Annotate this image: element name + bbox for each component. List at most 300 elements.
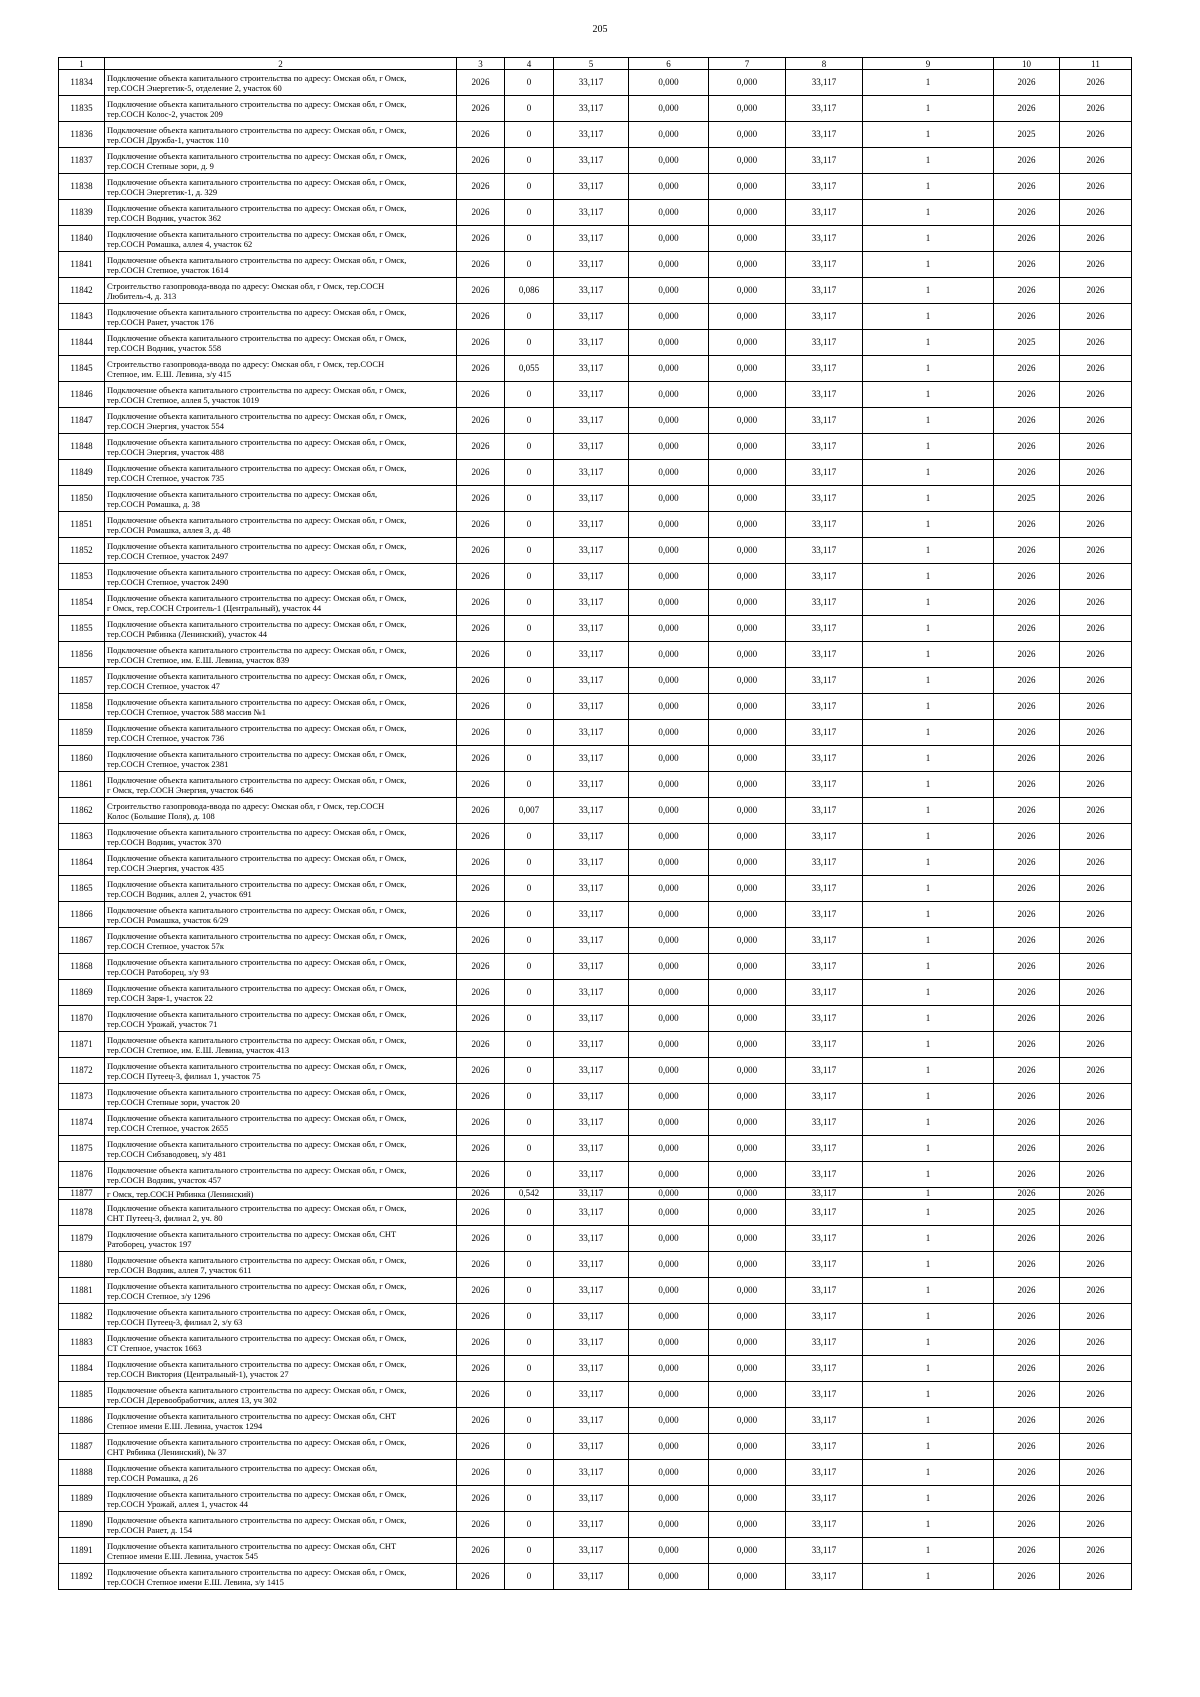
year-col-10-cell: 2026 <box>994 1330 1060 1356</box>
object-description <box>105 486 457 512</box>
length-km-cell: 0 <box>505 564 554 590</box>
cost-col-6-cell: 0,000 <box>629 798 709 824</box>
row-number: 11871 <box>59 1032 105 1058</box>
cost-total-cell: 33,117 <box>554 356 629 382</box>
cost-total-cell: 33,117 <box>554 1382 629 1408</box>
cost-col-7-cell: 0,000 <box>709 96 786 122</box>
cost-col-6-cell: 0,000 <box>629 590 709 616</box>
quantity-cell: 1 <box>863 434 994 460</box>
row-number: 11837 <box>59 148 105 174</box>
year-col-11-cell: 2026 <box>1060 200 1132 226</box>
quantity-cell: 1 <box>863 1564 994 1590</box>
description-line-1: Подключение объекта капитального строительства по адресу: Омская обл, г Омск, <box>107 1436 407 1447</box>
cost-col-6-cell: 0,000 <box>629 148 709 174</box>
object-description <box>105 590 457 616</box>
cost-col-8-cell: 33,117 <box>786 746 863 772</box>
description-line-1: Подключение объекта капитального строительства по адресу: Омская обл, г Омск, <box>107 98 407 109</box>
year-start-cell: 2026 <box>457 616 505 642</box>
year-start-cell: 2026 <box>457 928 505 954</box>
quantity-cell: 1 <box>863 1188 994 1200</box>
length-km-cell: 0 <box>505 590 554 616</box>
description-line-1: Строительство газопровода-ввода по адресу: Омская обл, г Омск, тер.СОСН <box>107 280 385 291</box>
cost-col-8-cell: 33,117 <box>786 1226 863 1252</box>
row-number: 11850 <box>59 486 105 512</box>
year-col-10-cell: 2026 <box>994 1356 1060 1382</box>
year-start-cell: 2026 <box>457 1110 505 1136</box>
cost-col-6-cell: 0,000 <box>629 1538 709 1564</box>
year-start-cell: 2026 <box>457 1252 505 1278</box>
length-km-cell: 0 <box>505 1486 554 1512</box>
quantity-cell: 1 <box>863 902 994 928</box>
description-line-2: тер.СОСН Виктория (Центральный-1), участок 27 <box>107 1368 289 1379</box>
cost-col-6-cell: 0,000 <box>629 876 709 902</box>
cost-col-6-cell: 0,000 <box>629 1162 709 1188</box>
year-start-cell: 2026 <box>457 1434 505 1460</box>
description-line-1: Подключение объекта капитального строительства по адресу: Омская обл, г Омск, <box>107 462 407 473</box>
cost-col-6-cell: 0,000 <box>629 1460 709 1486</box>
year-col-10-cell: 2026 <box>994 1110 1060 1136</box>
cost-total-cell: 33,117 <box>554 1564 629 1590</box>
length-km-cell: 0 <box>505 1564 554 1590</box>
description-line-1: Подключение объекта капитального строительства по адресу: Омская обл, г Омск, <box>107 1514 407 1525</box>
table-row <box>59 1382 1132 1408</box>
year-col-11-cell: 2026 <box>1060 226 1132 252</box>
year-col-10-cell: 2026 <box>994 460 1060 486</box>
year-col-11-cell: 2026 <box>1060 70 1132 96</box>
cost-total-cell: 33,117 <box>554 1512 629 1538</box>
cost-col-7-cell: 0,000 <box>709 1136 786 1162</box>
cost-col-8-cell: 33,117 <box>786 928 863 954</box>
quantity-cell: 1 <box>863 1460 994 1486</box>
row-number: 11877 <box>59 1188 105 1200</box>
description-line-1: Подключение объекта капитального строительства по адресу: Омская обл, г Омск, <box>107 982 407 993</box>
year-col-10-cell: 2026 <box>994 200 1060 226</box>
cost-col-8-cell: 33,117 <box>786 486 863 512</box>
row-number: 11882 <box>59 1304 105 1330</box>
year-start-cell: 2026 <box>457 772 505 798</box>
description-line-2: тер.СОСН Степное, участок 736 <box>107 732 225 743</box>
quantity-cell: 1 <box>863 148 994 174</box>
cost-col-8-cell: 33,117 <box>786 304 863 330</box>
description-line-1: Подключение объекта капитального строительства по адресу: Омская обл, г Омск, <box>107 774 407 785</box>
row-number: 11890 <box>59 1512 105 1538</box>
cost-col-7-cell: 0,000 <box>709 148 786 174</box>
object-description <box>105 1252 457 1278</box>
year-start-cell: 2026 <box>457 356 505 382</box>
cost-total-cell: 33,117 <box>554 590 629 616</box>
cost-total-cell: 33,117 <box>554 148 629 174</box>
table-row <box>59 330 1132 356</box>
object-description <box>105 460 457 486</box>
row-number: 11891 <box>59 1538 105 1564</box>
cost-total-cell: 33,117 <box>554 1084 629 1110</box>
cost-col-6-cell: 0,000 <box>629 382 709 408</box>
cost-col-8-cell: 33,117 <box>786 460 863 486</box>
cost-col-8-cell: 33,117 <box>786 1460 863 1486</box>
row-number: 11872 <box>59 1058 105 1084</box>
year-col-10-cell: 2026 <box>994 1006 1060 1032</box>
length-km-cell: 0 <box>505 824 554 850</box>
cost-total-cell: 33,117 <box>554 824 629 850</box>
description-line-2: тер.СОСН Степное, им. Е.Ш. Левина, участок 839 <box>107 654 290 665</box>
year-col-11-cell: 2026 <box>1060 1304 1132 1330</box>
year-start-cell: 2026 <box>457 902 505 928</box>
length-km-cell: 0 <box>505 122 554 148</box>
year-start-cell: 2026 <box>457 174 505 200</box>
cost-col-6-cell: 0,000 <box>629 1382 709 1408</box>
cost-col-8-cell: 33,117 <box>786 1278 863 1304</box>
length-km-cell: 0 <box>505 304 554 330</box>
cost-total-cell: 33,117 <box>554 200 629 226</box>
quantity-cell: 1 <box>863 1084 994 1110</box>
cost-col-6-cell: 0,000 <box>629 1252 709 1278</box>
year-col-10-cell: 2026 <box>994 148 1060 174</box>
cost-col-7-cell: 0,000 <box>709 1512 786 1538</box>
year-col-10-cell: 2025 <box>994 486 1060 512</box>
description-line-1: Подключение объекта капитального строительства по адресу: Омская обл, СНТ <box>107 1228 397 1239</box>
quantity-cell: 1 <box>863 356 994 382</box>
description-line-1: Подключение объекта капитального строительства по адресу: Омская обл, г Омск, <box>107 930 407 941</box>
cost-total-cell: 33,117 <box>554 1408 629 1434</box>
year-col-11-cell: 2026 <box>1060 122 1132 148</box>
description-line-1: Подключение объекта капитального строительства по адресу: Омская обл, г Омск, <box>107 1086 407 1097</box>
table-row <box>59 226 1132 252</box>
table-row <box>59 486 1132 512</box>
description-line-1: Подключение объекта капитального строительства по адресу: Омская обл, г Омск, <box>107 306 407 317</box>
cost-col-7-cell: 0,000 <box>709 1356 786 1382</box>
year-col-10-cell: 2026 <box>994 174 1060 200</box>
table-row <box>59 122 1132 148</box>
cost-col-6-cell: 0,000 <box>629 70 709 96</box>
object-description <box>105 798 457 824</box>
object-description <box>105 1226 457 1252</box>
cost-col-6-cell: 0,000 <box>629 1512 709 1538</box>
cost-col-8-cell: 33,117 <box>786 1188 863 1200</box>
year-start-cell: 2026 <box>457 200 505 226</box>
description-line-2: СНТ Рябинка (Ленинский), № 37 <box>107 1446 227 1457</box>
row-number: 11842 <box>59 278 105 304</box>
cost-col-7-cell: 0,000 <box>709 564 786 590</box>
description-line-2: тер.СОСН Степное, участок 2381 <box>107 758 229 769</box>
cost-col-8-cell: 33,117 <box>786 850 863 876</box>
table-row <box>59 278 1132 304</box>
year-col-11-cell: 2026 <box>1060 1382 1132 1408</box>
year-col-10-cell: 2026 <box>994 824 1060 850</box>
description-line-2: Колос (Большие Поля), д. 108 <box>107 810 215 821</box>
object-description <box>105 356 457 382</box>
cost-col-6-cell: 0,000 <box>629 1564 709 1590</box>
cost-col-8-cell: 33,117 <box>786 1006 863 1032</box>
year-start-cell: 2026 <box>457 1538 505 1564</box>
year-col-10-cell: 2026 <box>994 1460 1060 1486</box>
description-line-2: Степное имени Е.Ш. Левина, участок 1294 <box>107 1420 263 1431</box>
length-km-cell: 0 <box>505 174 554 200</box>
object-description <box>105 928 457 954</box>
quantity-cell: 1 <box>863 486 994 512</box>
year-col-10-cell: 2026 <box>994 564 1060 590</box>
cost-total-cell: 33,117 <box>554 226 629 252</box>
cost-col-7-cell: 0,000 <box>709 460 786 486</box>
cost-col-8-cell: 33,117 <box>786 538 863 564</box>
year-col-11-cell: 2026 <box>1060 1408 1132 1434</box>
cost-col-7-cell: 0,000 <box>709 694 786 720</box>
description-line-1: Подключение объекта капитального строительства по адресу: Омская обл, г Омск, <box>107 124 407 135</box>
cost-col-7-cell: 0,000 <box>709 382 786 408</box>
description-line-2: тер.СОСН Урожай, аллея 1, участок 44 <box>107 1498 249 1509</box>
description-line-1: Подключение объекта капитального строительства по адресу: Омская обл, г Омск, <box>107 566 407 577</box>
length-km-cell: 0 <box>505 772 554 798</box>
year-col-10-cell: 2026 <box>994 382 1060 408</box>
row-number: 11861 <box>59 772 105 798</box>
description-line-1: Подключение объекта капитального строительства по адресу: Омская обл, г Омск, <box>107 618 407 629</box>
year-col-11-cell: 2026 <box>1060 1252 1132 1278</box>
column-header: 10 <box>994 58 1060 70</box>
length-km-cell: 0 <box>505 642 554 668</box>
cost-total-cell: 33,117 <box>554 460 629 486</box>
year-col-10-cell: 2026 <box>994 356 1060 382</box>
year-start-cell: 2026 <box>457 1304 505 1330</box>
quantity-cell: 1 <box>863 1512 994 1538</box>
cost-col-6-cell: 0,000 <box>629 174 709 200</box>
description-line-1: Подключение объекта капитального строительства по адресу: Омская обл, г Омск, <box>107 72 407 83</box>
table-row <box>59 694 1132 720</box>
length-km-cell: 0 <box>505 460 554 486</box>
description-line-1: Подключение объекта капитального строительства по адресу: Омская обл, г Омск, <box>107 1488 407 1499</box>
cost-col-6-cell: 0,000 <box>629 330 709 356</box>
description-line-2: тер.СОСН Водник, участок 457 <box>107 1174 222 1185</box>
year-col-10-cell: 2026 <box>994 746 1060 772</box>
description-line-2: тер.СОСН Энергия, участок 435 <box>107 862 225 873</box>
year-col-11-cell: 2026 <box>1060 1356 1132 1382</box>
cost-col-6-cell: 0,000 <box>629 1486 709 1512</box>
year-col-10-cell: 2026 <box>994 252 1060 278</box>
cost-total-cell: 33,117 <box>554 642 629 668</box>
cost-total-cell: 33,117 <box>554 616 629 642</box>
cost-total-cell: 33,117 <box>554 1356 629 1382</box>
year-col-11-cell: 2026 <box>1060 772 1132 798</box>
year-start-cell: 2026 <box>457 408 505 434</box>
year-start-cell: 2026 <box>457 330 505 356</box>
quantity-cell: 1 <box>863 668 994 694</box>
year-col-11-cell: 2026 <box>1060 902 1132 928</box>
year-start-cell: 2026 <box>457 798 505 824</box>
year-start-cell: 2026 <box>457 1162 505 1188</box>
object-description <box>105 512 457 538</box>
column-header: 3 <box>457 58 505 70</box>
quantity-cell: 1 <box>863 304 994 330</box>
year-col-11-cell: 2026 <box>1060 148 1132 174</box>
cost-col-6-cell: 0,000 <box>629 1110 709 1136</box>
cost-col-8-cell: 33,117 <box>786 1162 863 1188</box>
cost-total-cell: 33,117 <box>554 96 629 122</box>
table-row <box>59 1408 1132 1434</box>
object-description <box>105 772 457 798</box>
quantity-cell: 1 <box>863 226 994 252</box>
cost-col-7-cell: 0,000 <box>709 356 786 382</box>
year-start-cell: 2026 <box>457 1356 505 1382</box>
cost-total-cell: 33,117 <box>554 746 629 772</box>
table-row <box>59 1486 1132 1512</box>
table-row <box>59 1460 1132 1486</box>
table-row <box>59 954 1132 980</box>
length-km-cell: 0 <box>505 200 554 226</box>
year-start-cell: 2026 <box>457 252 505 278</box>
description-line-1: Подключение объекта капитального строительства по адресу: Омская обл, г Омск, <box>107 1306 407 1317</box>
object-description <box>105 902 457 928</box>
object-description <box>105 668 457 694</box>
description-line-1: Подключение объекта капитального строительства по адресу: Омская обл, г Омск, <box>107 254 407 265</box>
description-line-2: тер.СОСН Путеец-3, филиал 1, участок 75 <box>107 1070 261 1081</box>
description-line-2: г Омск, тер.СОСН Строитель-1 (Центральный), участок 44 <box>107 602 322 613</box>
row-number: 11870 <box>59 1006 105 1032</box>
cost-total-cell: 33,117 <box>554 1278 629 1304</box>
cost-total-cell: 33,117 <box>554 278 629 304</box>
description-line-1: Подключение объекта капитального строительства по адресу: Омская обл, г Омск, <box>107 1164 407 1175</box>
table-row <box>59 304 1132 330</box>
year-col-11-cell: 2026 <box>1060 1330 1132 1356</box>
year-col-11-cell: 2026 <box>1060 642 1132 668</box>
year-start-cell: 2026 <box>457 590 505 616</box>
quantity-cell: 1 <box>863 70 994 96</box>
cost-col-6-cell: 0,000 <box>629 850 709 876</box>
row-number: 11884 <box>59 1356 105 1382</box>
year-start-cell: 2026 <box>457 1278 505 1304</box>
object-description <box>105 1188 457 1200</box>
object-description <box>105 1032 457 1058</box>
length-km-cell: 0 <box>505 902 554 928</box>
cost-col-8-cell: 33,117 <box>786 122 863 148</box>
year-col-10-cell: 2026 <box>994 1434 1060 1460</box>
cost-col-6-cell: 0,000 <box>629 278 709 304</box>
cost-col-6-cell: 0,000 <box>629 1434 709 1460</box>
cost-col-7-cell: 0,000 <box>709 772 786 798</box>
table-row <box>59 1188 1132 1200</box>
year-start-cell: 2026 <box>457 694 505 720</box>
cost-total-cell: 33,117 <box>554 1032 629 1058</box>
year-col-10-cell: 2026 <box>994 668 1060 694</box>
cost-col-8-cell: 33,117 <box>786 642 863 668</box>
cost-col-8-cell: 33,117 <box>786 564 863 590</box>
object-description <box>105 1304 457 1330</box>
year-start-cell: 2026 <box>457 278 505 304</box>
year-start-cell: 2026 <box>457 746 505 772</box>
object-description <box>105 1486 457 1512</box>
length-km-cell: 0,055 <box>505 356 554 382</box>
year-col-10-cell: 2026 <box>994 850 1060 876</box>
cost-total-cell: 33,117 <box>554 304 629 330</box>
object-description <box>105 1330 457 1356</box>
object-description <box>105 980 457 1006</box>
cost-col-8-cell: 33,117 <box>786 96 863 122</box>
cost-col-6-cell: 0,000 <box>629 694 709 720</box>
cost-col-6-cell: 0,000 <box>629 356 709 382</box>
cost-col-8-cell: 33,117 <box>786 1084 863 1110</box>
cost-col-7-cell: 0,000 <box>709 876 786 902</box>
length-km-cell: 0 <box>505 876 554 902</box>
year-col-11-cell: 2026 <box>1060 252 1132 278</box>
length-km-cell: 0 <box>505 1032 554 1058</box>
cost-col-6-cell: 0,000 <box>629 668 709 694</box>
description-line-1: Подключение объекта капитального строительства по адресу: Омская обл, г Омск, <box>107 540 407 551</box>
cost-col-7-cell: 0,000 <box>709 1408 786 1434</box>
cost-col-8-cell: 33,117 <box>786 1110 863 1136</box>
length-km-cell: 0 <box>505 954 554 980</box>
cost-total-cell: 33,117 <box>554 720 629 746</box>
year-start-cell: 2026 <box>457 564 505 590</box>
year-col-11-cell: 2026 <box>1060 1486 1132 1512</box>
quantity-cell: 1 <box>863 980 994 1006</box>
object-description <box>105 330 457 356</box>
cost-col-6-cell: 0,000 <box>629 902 709 928</box>
row-number: 11865 <box>59 876 105 902</box>
cost-col-6-cell: 0,000 <box>629 1084 709 1110</box>
quantity-cell: 1 <box>863 746 994 772</box>
cost-col-7-cell: 0,000 <box>709 1330 786 1356</box>
cost-col-7-cell: 0,000 <box>709 980 786 1006</box>
length-km-cell: 0 <box>505 668 554 694</box>
cost-col-7-cell: 0,000 <box>709 226 786 252</box>
length-km-cell: 0 <box>505 1278 554 1304</box>
table-row <box>59 928 1132 954</box>
cost-col-6-cell: 0,000 <box>629 200 709 226</box>
cost-total-cell: 33,117 <box>554 928 629 954</box>
row-number: 11838 <box>59 174 105 200</box>
cost-col-7-cell: 0,000 <box>709 1252 786 1278</box>
cost-col-8-cell: 33,117 <box>786 174 863 200</box>
quantity-cell: 1 <box>863 1200 994 1226</box>
table-row <box>59 616 1132 642</box>
year-start-cell: 2026 <box>457 226 505 252</box>
quantity-cell: 1 <box>863 798 994 824</box>
quantity-cell: 1 <box>863 1434 994 1460</box>
cost-total-cell: 33,117 <box>554 512 629 538</box>
object-description <box>105 1382 457 1408</box>
description-line-2: г Омск, тер.СОСН Энергия, участок 646 <box>107 784 254 795</box>
column-header: 6 <box>629 58 709 70</box>
cost-col-8-cell: 33,117 <box>786 694 863 720</box>
year-col-10-cell: 2026 <box>994 1538 1060 1564</box>
object-description <box>105 70 457 96</box>
year-col-10-cell: 2026 <box>994 616 1060 642</box>
year-col-11-cell: 2026 <box>1060 434 1132 460</box>
cost-total-cell: 33,117 <box>554 174 629 200</box>
row-number: 11853 <box>59 564 105 590</box>
description-line-2: тер.СОСН Степное, участок 2490 <box>107 576 229 587</box>
year-col-10-cell: 2026 <box>994 1252 1060 1278</box>
year-col-11-cell: 2026 <box>1060 1460 1132 1486</box>
object-description <box>105 1434 457 1460</box>
length-km-cell: 0 <box>505 1058 554 1084</box>
object-description <box>105 408 457 434</box>
year-start-cell: 2026 <box>457 876 505 902</box>
cost-col-8-cell: 33,117 <box>786 226 863 252</box>
cost-col-8-cell: 33,117 <box>786 200 863 226</box>
description-line-2: тер.СОСН Степное, з/у 1296 <box>107 1290 211 1301</box>
cost-col-7-cell: 0,000 <box>709 1226 786 1252</box>
year-col-10-cell: 2026 <box>994 954 1060 980</box>
year-col-11-cell: 2026 <box>1060 356 1132 382</box>
description-line-1: Подключение объекта капитального строительства по адресу: Омская обл, г Омск, <box>107 202 407 213</box>
object-description <box>105 1538 457 1564</box>
description-line-2: тер.СОСН Энергия, участок 554 <box>107 420 225 431</box>
cost-total-cell: 33,117 <box>554 876 629 902</box>
length-km-cell: 0 <box>505 980 554 1006</box>
quantity-cell: 1 <box>863 1408 994 1434</box>
length-km-cell: 0 <box>505 330 554 356</box>
description-line-1: Подключение объекта капитального строительства по адресу: Омская обл, СНТ <box>107 1540 397 1551</box>
description-line-2: Степное, им. Е.Ш. Левина, з/у 415 <box>107 368 232 379</box>
description-line-2: тер.СОСН Водник, аллея 7, участок 611 <box>107 1264 252 1275</box>
